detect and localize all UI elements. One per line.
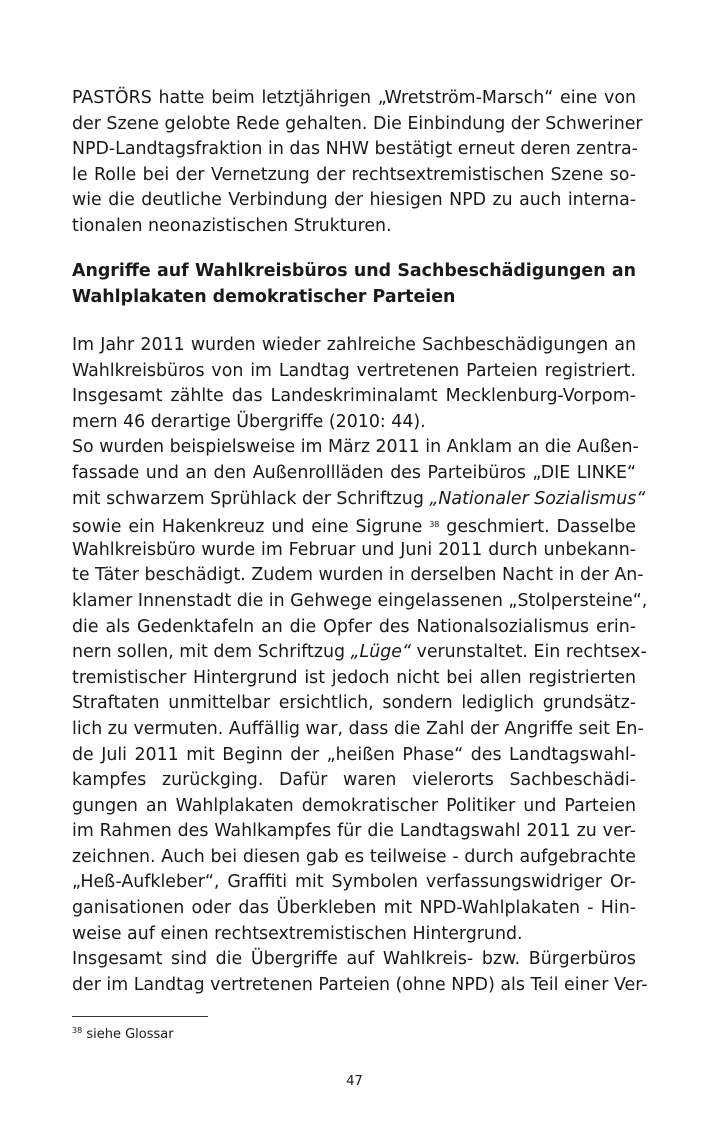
quoted-slogan: „Nationaler Sozialismus“ <box>429 488 646 509</box>
text-line: tionalen neonazistischen Strukturen. <box>72 215 392 236</box>
text-line: PASTÖRS hatte beim letztjährigen „Wretström-Marsch“ eine von <box>72 88 636 108</box>
footnote <box>72 1021 174 1045</box>
text-line <box>72 487 646 513</box>
text-line <box>72 640 647 666</box>
footnote-divider <box>72 1016 208 1017</box>
text-line: lich zu vermuten. Auffällig war, dass die Zahl der Angriffe seit En- <box>72 718 644 739</box>
text-line: So wurden beispielsweise im März 2011 in Anklam an die Außen- <box>72 437 639 458</box>
section-heading <box>72 259 636 310</box>
text-line: klamer Innenstadt die in Gehwege eingelassenen „Stolpersteine“, <box>72 590 648 611</box>
text-line <box>72 512 636 538</box>
text-line: im Rahmen des Wahlkampfes für die Landtagswahl 2011 zu ver- <box>72 821 636 842</box>
heading-line: Angriffe auf Wahlkreisbüros und Sachbeschädigungen an <box>72 261 636 281</box>
text-line: le Rolle bei der Vernetzung der rechtsextremistischen Szene so- <box>72 164 636 185</box>
text-run: verunstaltet. Ein rechtsex- <box>411 642 647 663</box>
text-line: Wahlkreisbüro wurde im Februar und Juni 2011 durch unbekann- <box>72 539 636 560</box>
text-line: weise auf einen rechtsextremistischen Hintergrund. <box>72 923 523 944</box>
text-line: mern 46 derartige Übergriffe (2010: 44). <box>72 411 426 432</box>
text-line: kampfes zurückging. Dafür waren vielerorts Sachbeschädi- <box>72 770 636 791</box>
text-line: die als Gedenktafeln an die Opfer des Nationalsozialismus erin- <box>72 616 636 637</box>
page-number: 47 <box>346 1074 363 1089</box>
text-line: zeichnen. Auch bei diesen gab es teilweise - durch aufgebrachte <box>72 846 636 867</box>
footnote-text: siehe Glossar <box>86 1027 174 1042</box>
text-line: te Täter beschädigt. Zudem wurden in derselben Nacht in der An- <box>72 565 644 586</box>
text-line: tremistischer Hintergrund ist jedoch nicht bei allen registrierten <box>72 667 636 688</box>
footnote-number: 38 <box>72 1026 83 1035</box>
text-line: gungen an Wahlplakaten demokratischer Politiker und Parteien <box>72 795 636 816</box>
text-run: geschmiert. Dasselbe <box>439 517 636 538</box>
text-line: NPD-Landtagsfraktion in das NHW bestätigt erneut deren zentra- <box>72 139 638 160</box>
text-line: Insgesamt zählte das Landeskriminalamt Mecklenburg-Vorpom- <box>72 386 636 407</box>
text-line: Straftaten unmittelbar ersichtlich, sondern lediglich grundsätz- <box>72 693 636 714</box>
quoted-slogan: „Lüge“ <box>350 642 412 663</box>
text-line: de Juli 2011 mit Beginn der „heißen Phase“ des Landtagswahl- <box>72 744 636 765</box>
text-line: der im Landtag vertretenen Parteien (ohne NPD) als Teil einer Ver- <box>72 974 648 995</box>
text-line: der Szene gelobte Rede gehalten. Die Einbindung der Schweriner <box>72 113 643 134</box>
text-line: fassade und an den Außenrollläden des Parteibüros „DIE LINKE“ <box>72 462 636 483</box>
text-line: Wahlkreisbüros von im Landtag vertretenen Parteien registriert. <box>72 360 636 381</box>
text-line: ganisationen oder das Überkleben mit NPD-Wahlplakaten - Hin- <box>72 898 636 919</box>
text-line: Im Jahr 2011 wurden wieder zahlreiche Sachbeschädigungen an <box>72 335 636 355</box>
text-line: „Heß-Aufkleber“, Graffiti mit Symbolen verfassungswidriger Or- <box>72 872 636 893</box>
text-line: wie die deutliche Verbindung der hiesigen NPD zu auch interna- <box>72 190 636 211</box>
text-run: nern sollen, mit dem Schriftzug <box>72 642 351 663</box>
text-line: Insgesamt sind die Übergriffe auf Wahlkreis- bzw. Bürgerbüros <box>72 949 636 970</box>
text-run: sowie ein Hakenkreuz und eine Sigrune <box>72 517 430 538</box>
text-run: mit schwarzem Sprühlack der Schriftzug <box>72 488 430 509</box>
paragraph-body <box>72 333 648 998</box>
footnote-reference[interactable]: 38 <box>429 520 440 530</box>
heading-line: Wahlplakaten demokratischer Parteien <box>72 286 456 307</box>
paragraph-intro <box>72 86 643 240</box>
